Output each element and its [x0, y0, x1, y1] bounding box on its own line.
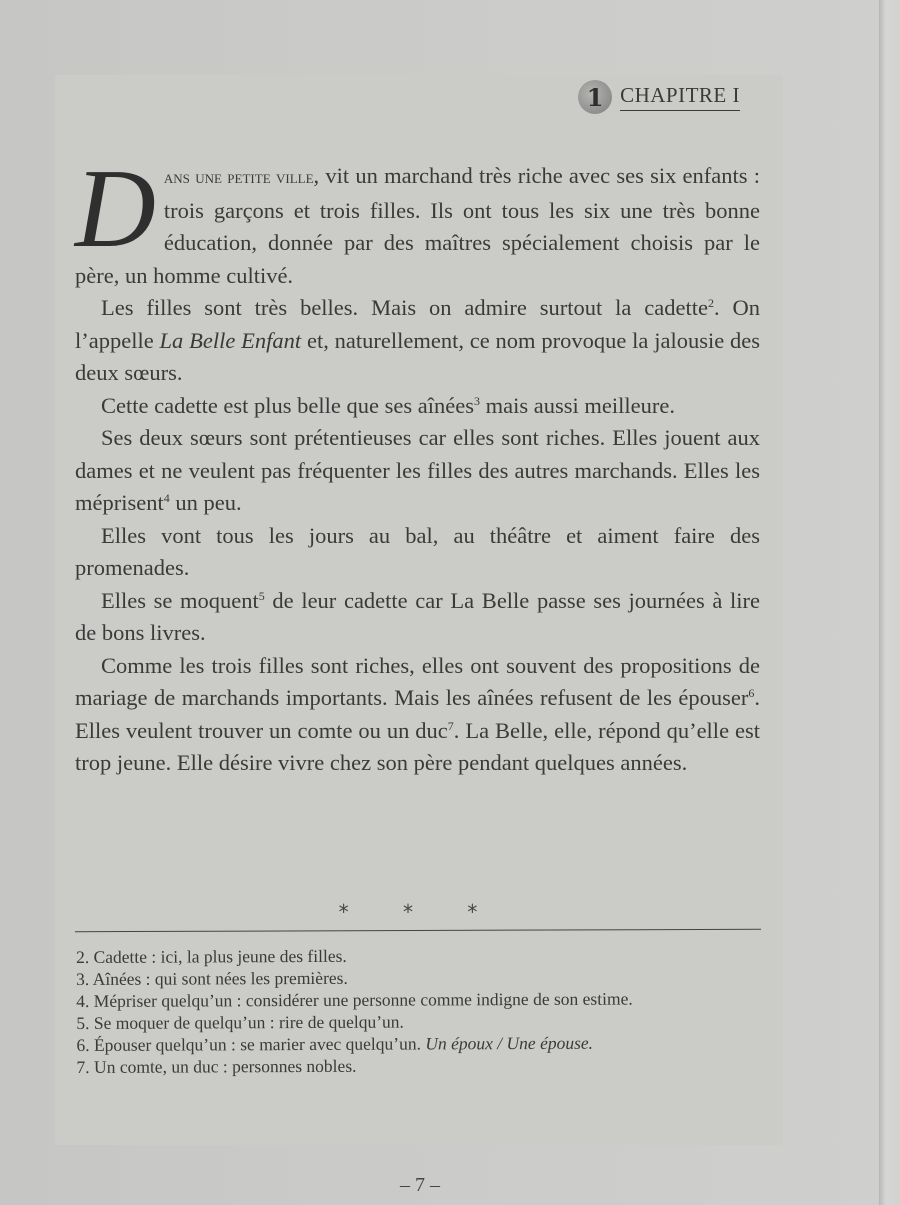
chapter-number-badge: 1 [578, 80, 612, 114]
paragraph-text: Les filles sont très belles. Mais on admire surtout la cadette [101, 295, 708, 320]
paragraph-text: et, naturellement, ce nom provoque la jalousie des deux sœurs. [75, 327, 760, 385]
footnote-ref-3: 3 [474, 393, 480, 408]
chapter-header [578, 80, 740, 114]
footnotes [76, 943, 767, 1078]
paragraph-2 [75, 292, 760, 390]
paragraph-text: Ses deux sœurs sont prétentieuses car elles sont riches. Elles jouent aux dames et ne veulent pas fréquenter les filles des autres marchands. Elles les méprisent [75, 425, 760, 515]
paragraph-7 [75, 650, 760, 780]
italic-title: La Belle Enfant [159, 327, 302, 353]
paragraph-text: . La Belle, elle, répond qu’elle est trop jeune. Elle désire vivre chez son père pendant quelques années. [75, 717, 760, 775]
footnote-ref-7: 7 [447, 718, 454, 733]
chapter-title: CHAPITRE I [620, 83, 740, 111]
paragraph-text: . Elles veulent trouver un comte ou un duc [75, 685, 760, 743]
footnote-text: 7. Un comte, un duc : personnes nobles. [76, 1055, 357, 1077]
footnote-5 [76, 1009, 766, 1034]
footnote-text: 4. Mépriser quelqu’un : considérer une personne comme indigne de son estime. [76, 988, 633, 1011]
paragraph-6 [75, 585, 760, 650]
opening-smallcaps: ans une petite ville [163, 167, 314, 188]
footnote-ref-6: 6 [748, 686, 755, 700]
paragraph-text: Elles se moquent [101, 587, 259, 613]
paragraph-text: de leur cadette car La Belle passe ses journées à lire de bons livres. [75, 587, 760, 645]
paragraph-5 [75, 520, 760, 585]
paragraph-text: un peu. [169, 490, 242, 515]
footnote-ref-2: 2 [707, 296, 714, 310]
paragraph-text: Comme les trois filles sont riches, elles ont souvent des propositions de mariage de marchands importants. Mais les aînées refusent de les épouser [75, 652, 760, 710]
paragraph-text: Cette cadette est plus belle que ses aînées [101, 392, 474, 418]
drop-cap: D [75, 147, 156, 271]
footnote-text: 5. Se moquer de quelqu’un : rire de quelqu’un. [76, 1011, 404, 1033]
footnote-7 [76, 1053, 766, 1078]
footnote-text: 2. Cadette : ici, la plus jeune des filles. [76, 945, 347, 967]
footnote-2 [76, 943, 766, 968]
paragraph-text: . On l’appelle [75, 295, 761, 353]
footnote-ref-5: 5 [258, 588, 265, 603]
footnote-ref-4: 4 [163, 491, 170, 505]
footnote-4 [76, 987, 766, 1012]
chapter-body [75, 147, 761, 780]
paragraph-text: mais aussi meilleure. [480, 392, 675, 418]
footnote-italic: Un époux / Une épouse. [425, 1032, 594, 1054]
page-number: – 7 – [400, 1174, 440, 1196]
footnote-3 [76, 965, 766, 990]
paragraph-3 [75, 390, 760, 423]
adjacent-page-edge [879, 0, 900, 1205]
footnote-text: 6. Épouser quelqu’un : se marier avec quelqu’un. [76, 1033, 426, 1055]
paragraph-text: Elles vont tous les jours au bal, au théâtre et aiment faire des promenades. [75, 522, 760, 580]
section-separator: * * * [338, 900, 502, 924]
paragraph-1 [75, 147, 760, 292]
paragraph-4 [75, 422, 760, 520]
footnote-text: 3. Aînées : qui sont nées les premières. [76, 967, 348, 989]
paragraph-text: , vit un marchand très riche avec ses six enfants : trois garçons et trois filles. Ils ont tous les six une très bonne éducation, donnée par des maîtres spécialement choisis par le père, un homme cultivé. [75, 163, 760, 288]
footnote-6 [76, 1031, 766, 1056]
